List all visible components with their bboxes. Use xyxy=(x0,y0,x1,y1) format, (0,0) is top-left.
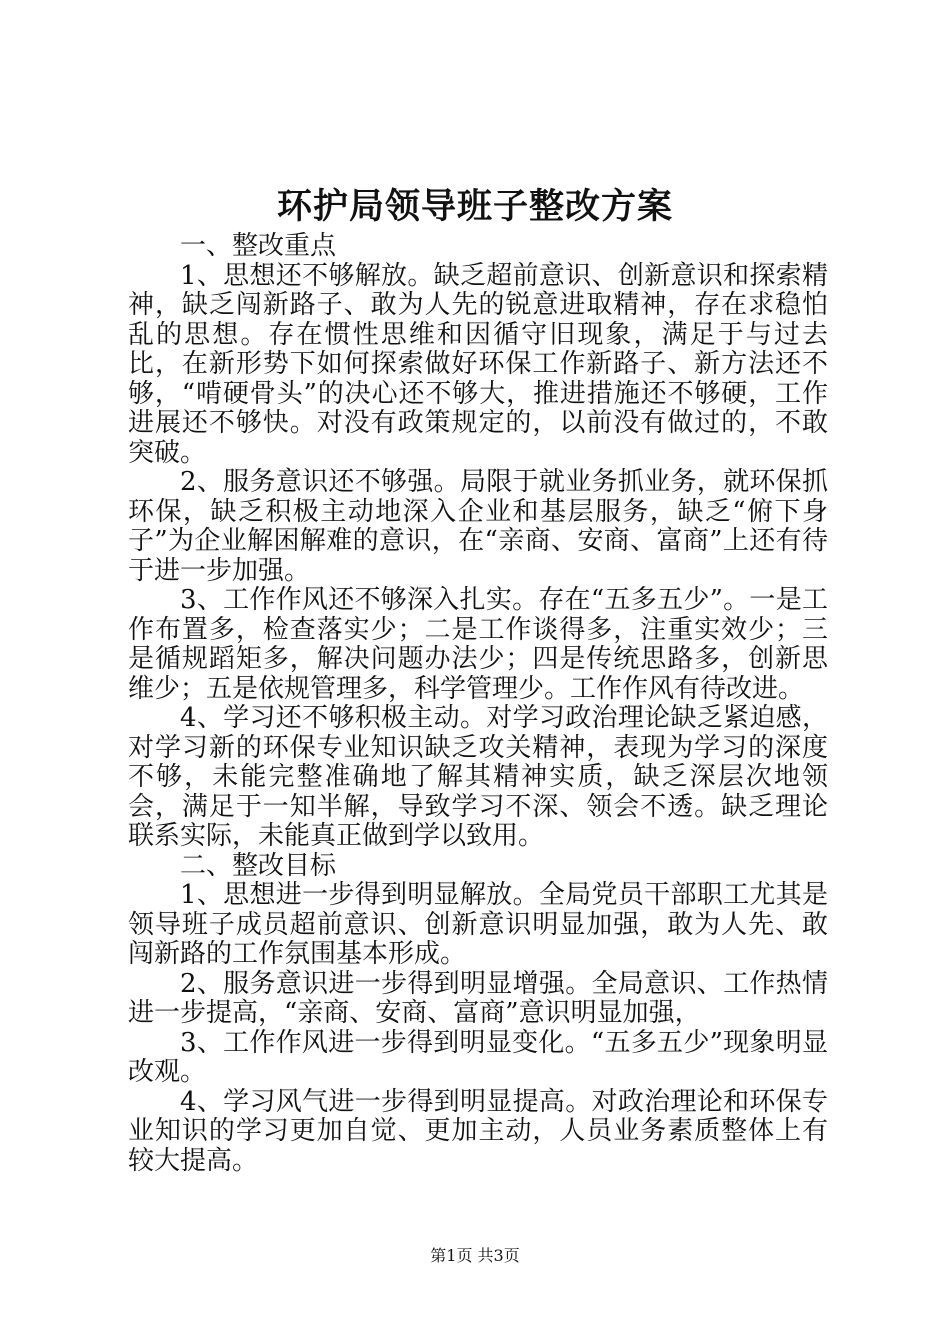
section-heading-focus: 一、整改重点 xyxy=(180,231,337,261)
paragraph-goal-1: 1、思想进一步得到明显解放。全局党员干部职工尤其是领导班子成员超前意识、创新意识明显加强，敢为人先、敢闯新路的工作氛围基本形成。 xyxy=(128,880,828,969)
paragraph-focus-1: 1、思想还不够解放。缺乏超前意识、创新意识和探索精神，缺乏闯新路子、敢为人先的锐意进取精神，存在求稳怕乱的思想。存在惯性思维和因循守旧现象，满足于与过去比，在新形势下如何探索做好环保工作新路子、新方法还不够，“啃硬骨头”的决心还不够大，推进措施还不够硬，工作进展还不够快。对没有政策规定的，以前没有做过的，不敢突破。 xyxy=(128,260,828,468)
paragraph-goal-2: 2、服务意识进一步得到明显增强。全局意识、工作热情进一步提高，“亲商、安商、富商”意识明显加强， xyxy=(128,968,828,1028)
paragraph-focus-4: 4、学习还不够积极主动。对学习政治理论缺乏紧迫感，对学习新的环保专业知识缺乏攻关精神，表现为学习的深度不够，未能完整准确地了解其精神实质，缺乏深层次地领会，满足于一知半解，导致学习不深、领会不透。缺乏理论联系实际，未能真正做到学以致用。 xyxy=(128,703,828,851)
document-body xyxy=(128,232,828,1176)
section-heading-goals: 二、整改目标 xyxy=(180,850,337,881)
paragraph-focus-3: 3、工作作风还不够深入扎实。存在“五多五少”。一是工作布置多，检查落实少；二是工作谈得多，注重实效少；三是循规蹈矩多，解决问题办法少；四是传统思路多，创新思维少；五是依规管理多，科学管理少。工作作风有待改进。 xyxy=(128,585,828,704)
paragraph-focus-2: 2、服务意识还不够强。局限于就业务抓业务，就环保抓环保，缺乏积极主动地深入企业和基层服务，缺乏“俯下身子”为企业解困解难的意识，在“亲商、安商、富商”上还有待于进一步加强。 xyxy=(128,467,828,586)
page-footer: 第1页 共3页 xyxy=(430,1246,520,1265)
paragraph-goal-4: 4、学习风气进一步得到明显提高。对政治理论和环保专业知识的学习更加自觉、更加主动，人员业务素质整体上有较大提高。 xyxy=(128,1086,828,1176)
paragraph-goal-3: 3、工作作风进一步得到明显变化。“五多五少”现象明显改观。 xyxy=(128,1027,828,1087)
document-title: 环护局领导班子整改方案 xyxy=(276,186,673,227)
